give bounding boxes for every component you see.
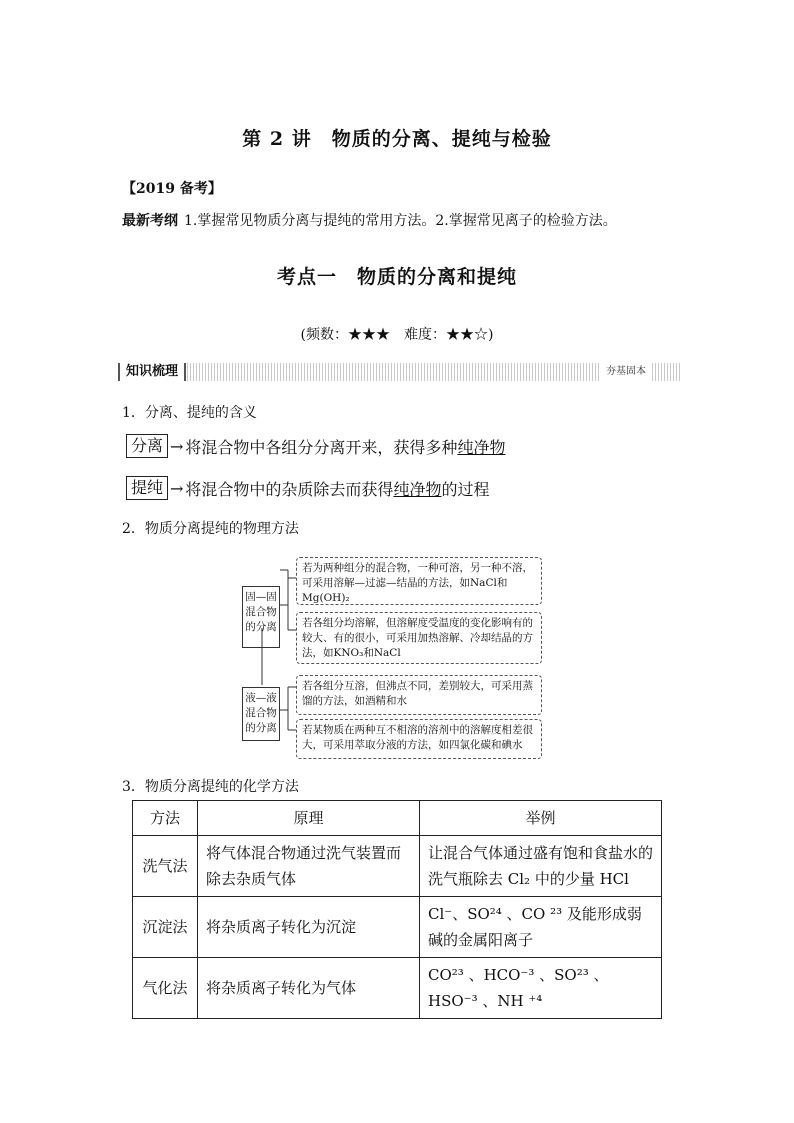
heading-3: 3．物质分离提纯的化学方法 <box>122 779 299 795</box>
method-note: 若某物质在两种互不相溶的溶剂中的溶解度相差很大，可采用萃取分液的方法，如四氯化碳和碘水 <box>296 719 542 759</box>
arrow-icon: → <box>170 478 184 498</box>
method-note: 若为两种组分的混合物，一种可溶，另一种不溶，可采用溶解—过滤—结晶的方法，如NaCl和Mg(OH)₂ <box>296 557 542 605</box>
section-title: 考点一 物质的分离和提纯 <box>276 266 517 288</box>
table-row <box>133 958 662 1019</box>
heading-2: 2．物质分离提纯的物理方法 <box>122 521 299 537</box>
term-box: 提纯 <box>126 476 168 500</box>
definition-row-purification <box>126 476 489 500</box>
table-header-row <box>133 801 662 836</box>
definition-text-tail: 的过程 <box>441 479 490 499</box>
section-bar <box>118 363 680 381</box>
heading-1: 1．分离、提纯的含义 <box>122 405 257 421</box>
definition-text: 将混合物中各组分分离开来，获得多种 <box>185 437 458 457</box>
syllabus-text: 1.掌握常见物质分离与提纯的常用方法。2.掌握常见离子的检验方法。 <box>184 213 617 229</box>
group-box-solid: 固—固混合物的分离 <box>242 586 280 648</box>
example-cell: Cl⁻、SO²⁴ 、CO ²³ 及能形成弱碱的金属阳离子 <box>420 897 662 958</box>
syllabus <box>122 210 617 230</box>
method-cell: 洗气法 <box>133 836 198 897</box>
frequency-rating: (频数：★★★ 难度：★★☆) <box>300 327 494 343</box>
term-box: 分离 <box>126 434 168 458</box>
table-row <box>133 897 662 958</box>
method-note: 若各组分均溶解，但溶解度受温度的变化影响有的较大、有的很小，可采用加热溶解、冷却结晶的方法，如KNO₃和NaCl <box>296 612 542 664</box>
column-header: 举例 <box>420 801 662 836</box>
method-cell: 沉淀法 <box>133 897 198 958</box>
definition-keyword: 纯净物 <box>457 437 506 457</box>
principle-cell: 将气体混合物通过洗气装置而除去杂质气体 <box>198 836 420 897</box>
prep-label: 【2019 备考】 <box>122 181 222 197</box>
example-cell: 让混合气体通过盛有饱和食盐水的洗气瓶除去 Cl₂ 中的少量 HCl <box>420 836 662 897</box>
group-box-liquid: 液—液混合物的分离 <box>242 687 280 741</box>
section-bar-tag: 夯基固本 <box>600 363 652 381</box>
column-header: 方法 <box>133 801 198 836</box>
method-cell: 气化法 <box>133 958 198 1019</box>
definition-text: 将混合物中的杂质除去而获得 <box>185 479 394 499</box>
section-bar-label: 知识梳理 <box>118 363 186 381</box>
chemical-methods-table <box>132 800 662 1019</box>
syllabus-label: 最新考纲 <box>122 213 178 229</box>
principle-cell: 将杂质离子转化为气体 <box>198 958 420 1019</box>
definition-row-separation <box>126 434 505 458</box>
column-header: 原理 <box>198 801 420 836</box>
principle-cell: 将杂质离子转化为沉淀 <box>198 897 420 958</box>
arrow-icon: → <box>170 436 184 456</box>
page-title: 第 2 讲 物质的分离、提纯与检验 <box>242 128 552 150</box>
definition-keyword: 纯净物 <box>393 479 442 499</box>
example-cell: CO²³ 、HCO⁻³ 、SO²³ 、HSO⁻³ 、NH ⁺⁴ <box>420 958 662 1019</box>
method-note: 若各组分互溶，但沸点不同，差别较大，可采用蒸馏的方法，如酒精和水 <box>296 675 542 715</box>
table-row <box>133 836 662 897</box>
